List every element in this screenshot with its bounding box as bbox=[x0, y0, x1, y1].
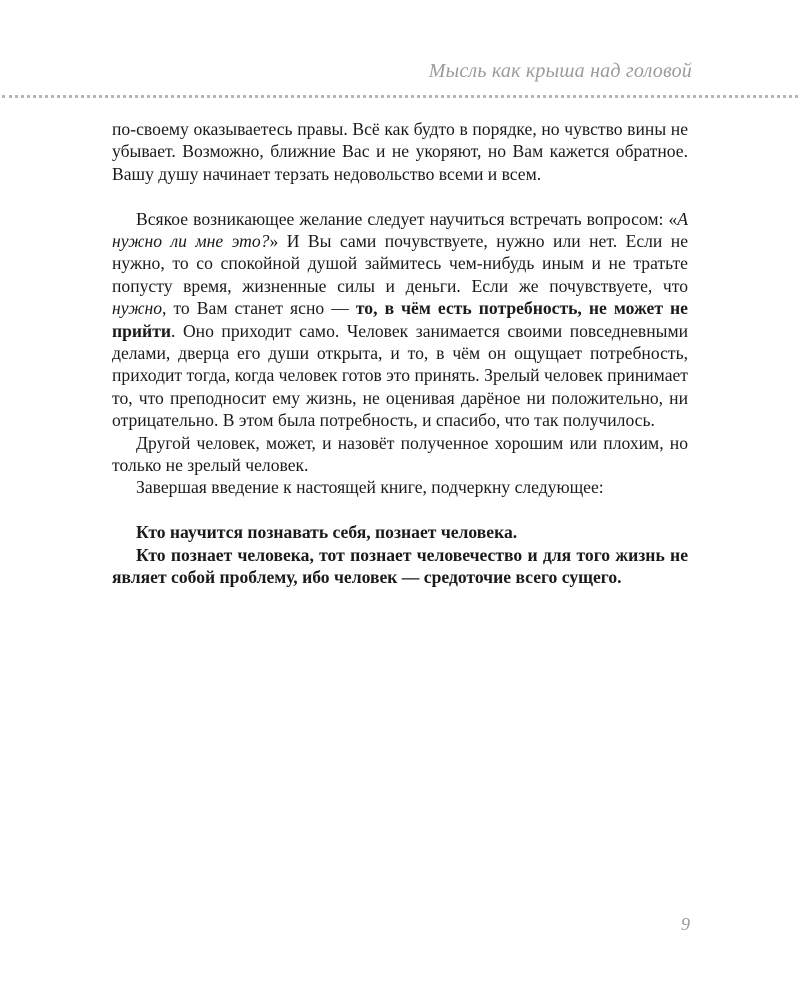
page-number: 9 bbox=[681, 914, 690, 934]
conclusion-line-2-text: Кто познает человека, тот познает человечество и для того жизнь не являет собой проблему, ибо человек — средоточие всего сущего. bbox=[112, 544, 688, 588]
running-title: Мысль как крыша над головой bbox=[428, 60, 692, 82]
paragraph-3: Другой человек, может, и назовёт полученное хорошим или плохим, но только не зрелый человек. bbox=[112, 432, 688, 476]
header-divider bbox=[2, 95, 798, 98]
paragraph-4: Завершая введение к настоящей книге, подчеркну следующее: bbox=[136, 477, 604, 498]
paragraph-2 bbox=[112, 208, 688, 432]
paragraph-2-bold-statement: то, в чём есть потребность, не может не прийти bbox=[112, 298, 688, 341]
paragraph-1: по-своему оказываетесь правы. Всё как будто в порядке, но чувство вины не убывает. Возможно, ближние Вас и не укоряют, но Вам кажется обратное. Вашу душу начинает терзать недовольство всеми и всем. bbox=[112, 119, 688, 184]
paragraph-2-text-3: , то Вам станет ясно — bbox=[162, 298, 356, 319]
conclusion-line-1 bbox=[112, 521, 688, 543]
paragraph-2-text-1: Всякое возникающее желание следует научиться встречать вопросом: « bbox=[136, 208, 678, 229]
paragraph-2-emphasis-needed: нужно bbox=[112, 298, 162, 319]
page-body bbox=[112, 118, 688, 589]
conclusion-line-2 bbox=[112, 544, 688, 589]
paragraph-2-text-2: » И Вы сами почувствуете, нужно или нет. Если не нужно, то со спокойной душой займитесь чем-нибудь иным и не тратьте попусту время, жизненные силы и деньги. Если же почувствуете, что bbox=[112, 231, 689, 296]
paragraph-2-emphasis-question: А нужно ли мне это? bbox=[112, 208, 688, 252]
conclusion-line-1-text: Кто научится познавать себя, познает человека. bbox=[136, 522, 518, 543]
paragraph-2-text-4: . Оно приходит само. Человек занимается своими повседневными делами, дверца его души открыта, и то, в чём он ощущает потребность, приходит тогда, когда человек готов это принять. Зрелый человек принимает то, что преподносит ему жизнь, не оценивая дарёное ни положительно, ни отрицательно. В этом была потребность, и спасибо, что так получилось. bbox=[112, 320, 688, 431]
